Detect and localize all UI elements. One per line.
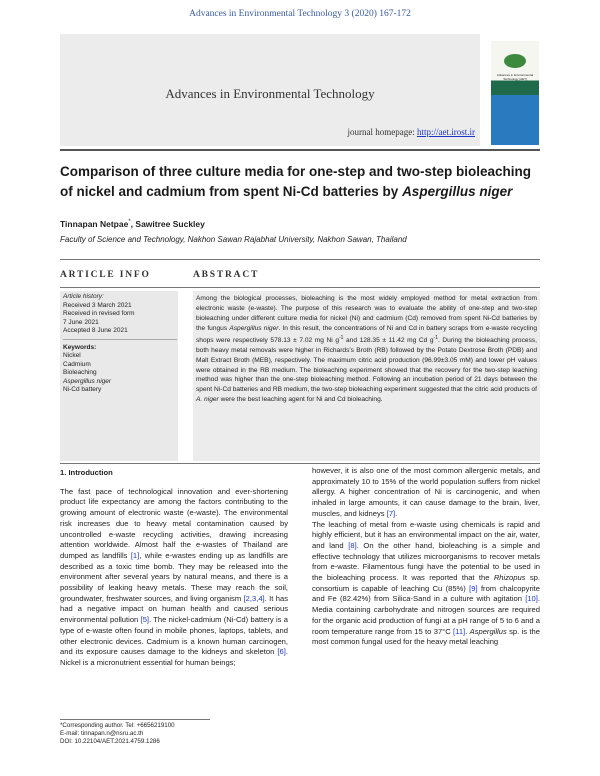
running-header: Advances in Environmental Technology 3 (2020) 167-172 xyxy=(189,9,411,19)
citation-link[interactable]: [11] xyxy=(453,626,466,636)
text-run: . Media containing carbohydrate and nitrogen sources are required for the organic acid production of fungi at a pH range of 5 to 6 and a room temperature range from 15 to 37°C xyxy=(312,594,540,636)
homepage-link[interactable]: http://aet.irost.ir xyxy=(417,127,475,137)
affiliation: Faculty of Science and Technology, Nakhon Sawan Rajabhat University, Nakhon Sawan, Thailand xyxy=(60,235,407,244)
author-2: Sawitree Suckley xyxy=(135,219,205,229)
abstract-part: and 128.35 ± 11.42 mg Cd g xyxy=(343,336,434,344)
citation-link[interactable]: [10] xyxy=(525,594,538,604)
text-run: sp. is the most common fungal used for the heavy metal leaching xyxy=(312,626,540,647)
keyword: Bioleaching xyxy=(63,369,97,376)
citation-link[interactable]: [9] xyxy=(469,583,478,593)
title-text: Comparison of three culture media for one-step and two-step bioleaching of nickel and cadmium from spent Ni-Cd batteries by xyxy=(60,164,532,199)
history-item: Received 3 March 2021 xyxy=(63,301,132,309)
abstract-sup: -1 xyxy=(433,334,438,341)
intro-paragraph-1 xyxy=(60,487,288,669)
species-name: Rhizopus xyxy=(493,573,526,583)
intro-paragraph-1-cont xyxy=(312,466,540,520)
article-info xyxy=(63,293,177,395)
info-divider xyxy=(63,339,177,340)
footnote-doi: DOI: 10.22104/AET.2021.4759.1286 xyxy=(60,738,160,746)
text-run: . Nickel is a micronutrient essential for human beings; xyxy=(60,647,288,667)
history-item: 7 June 2021 xyxy=(63,318,99,326)
author-separator: , xyxy=(130,219,136,229)
footnote-divider xyxy=(60,719,210,720)
citation-link[interactable]: [8] xyxy=(348,540,357,550)
text-run: , while e-wastes ending up as landfills are described as a toxic time bomb. They may be released into the environment after several years by natural means, and there is a possibility of leaking heavy metals. These may reach the soil, groundwater, freshwater sources, and living organism xyxy=(60,550,289,603)
keyword: Ni-Cd battery xyxy=(63,386,102,393)
journal-name: Advances in Environmental Technology xyxy=(165,86,375,101)
keyword: Nickel xyxy=(63,352,81,359)
text-run: however, it is also one of the most common allergenic metals, and approximately 10 to 15% of the world population suffers from nickel allergy. A higher concentration of Ni is carcinogenic, and when inhaled in large amounts, it can cause damage to the brain, liver, muscles, and kidneys xyxy=(312,466,540,518)
text-run: . xyxy=(395,508,398,518)
body-column-right xyxy=(312,466,540,648)
keyword: Aspergillus niger xyxy=(63,377,112,385)
history-item: Accepted 8 June 2021 xyxy=(63,327,128,334)
text-run: from chalcopyrite and Fe (82.42%) from Silica-Sand in a culture with agitation xyxy=(312,583,540,604)
text-run: sp. consortium is capable of leaching Cu (85%) xyxy=(312,573,540,593)
header-divider xyxy=(60,149,540,151)
journal-logo-icon xyxy=(504,54,526,68)
abstract-sup: -1 xyxy=(338,334,344,341)
abstract-text xyxy=(196,294,537,405)
article-info-heading: ARTICLE INFO xyxy=(60,270,151,280)
body-column-left xyxy=(60,464,288,669)
abstract-part: . In this result, the concentrations of Ni and Cd in battery scraps from e-waste recycling shops were respectively 578.13 ± 7.02 mg Ni g xyxy=(196,324,537,344)
history-item: Received in revised form xyxy=(63,310,135,317)
species-name: Aspergillus xyxy=(469,626,507,636)
corresponding-mark: * xyxy=(128,219,131,226)
history-label: Article history: xyxy=(63,293,104,300)
text-run: The leaching of metal from e-waste using chemicals is rapid and highly efficient, but it has an environmental impact on the air, water, and land xyxy=(312,519,540,550)
citation-link[interactable]: [6] xyxy=(277,647,286,657)
footnote xyxy=(60,722,310,747)
intro-heading: 1. Introduction xyxy=(60,468,113,477)
footnote-email: E-mail: tinnapan.n@nsru.ac.th xyxy=(60,730,144,738)
text-run: . On the other hand, bioleaching is a simple and effective technology that utilizes microorganisms to recover metals from e-waste. Filamentous fungi have the potential to be used in the bioleaching process. It was reported that the xyxy=(312,540,541,583)
text-run: The fast pace of technological innovation and ever-shortening product life expectancy are among the factors contributing to the growing amount of electronic waste (e-waste). The environmental risk increases due to heavy metal contamination caused by uncontrolled e-waste recycling activities, drawing increasing attention worldwide. Almost half the e-wastes of Thailand are dumped as landfills xyxy=(60,486,288,560)
cover-title: Advances in Environmental Technology (AET) xyxy=(496,73,534,81)
author-1: Tinnapan Netpae xyxy=(60,219,129,229)
abstract-heading: ABSTRACT xyxy=(193,270,260,280)
divider-top xyxy=(60,259,540,260)
footnote-corresponding: *Corresponding author. Tel: +6656219100 xyxy=(60,722,175,729)
citation-link[interactable]: [5] xyxy=(140,615,150,625)
authors xyxy=(60,219,205,229)
keywords-label: Keywords: xyxy=(63,343,97,351)
abstract-part: . During the bioleaching process, both heavy metal removals were higher in Richards's Broth (RB) followed by the Potato Dextrose Broth (PDB) and Malt Extract Broth (MEB), respectively. The maximum citric acid production (96.99±3.05 mM) and lower pH values were obtained in the RB medium. The bioleaching experiment showed that the recovery for the two-step leaching method was higher than the one-step bioleaching method. Following an incubation period of 21 days between the spent Ni-Cd batteries and RB medium, the two-step bioleaching experiment suggested that the citric acid products of xyxy=(196,336,537,394)
title-species: Aspergillus niger xyxy=(402,184,513,199)
keyword: Cadmium xyxy=(63,360,91,368)
citation-link[interactable]: [2,3,4] xyxy=(243,593,265,603)
intro-paragraph-2 xyxy=(312,520,540,648)
abstract-species: Aspergillus niger xyxy=(229,324,279,332)
journal-homepage xyxy=(60,127,475,137)
abstract-species: A. niger xyxy=(196,396,219,404)
text-run: . The nickel-cadmium (Ni-Cd) battery is a type of e-waste often found in mobile phones, laptops, tablets, and other electronic devices. Cadmium is a known human carcinogen, and its exposure causes damage to the kidneys and skeleton xyxy=(60,615,288,657)
abstract-part: Among the biological processes, bioleaching is the most widely employed method for metal extraction from electronic waste (e-waste). The purpose of this research was to evaluate the ability of one-step and two-step bioleaching under different culture media for nickel (Ni) and cadmium (Cd) removed from spent Ni-Cd batteries by the fungus xyxy=(196,295,537,332)
text-run: . It has had a negative impact on human health and caused serious environmental pollution xyxy=(60,593,289,625)
abstract-part: were the best leaching agent for Ni and Cd bioleaching. xyxy=(218,396,383,404)
citation-link[interactable]: [1] xyxy=(130,550,140,560)
homepage-label: journal homepage: xyxy=(347,127,415,137)
divider-heading xyxy=(60,287,540,288)
article-title xyxy=(60,162,540,202)
citation-link[interactable]: [7] xyxy=(386,508,396,518)
text-run: . xyxy=(465,626,470,636)
